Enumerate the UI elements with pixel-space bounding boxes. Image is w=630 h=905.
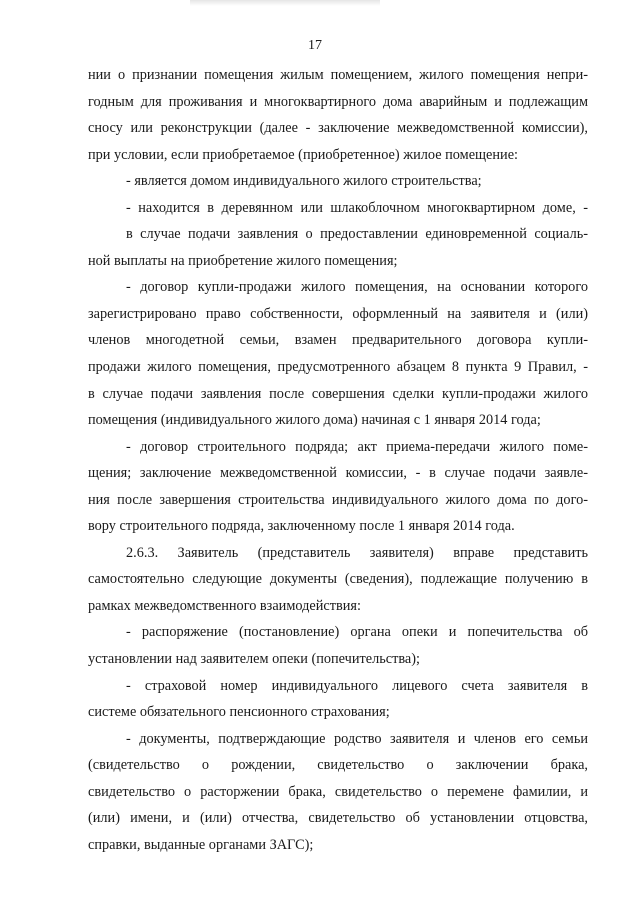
text-line: нии о признании помещения жилым помещением, жилого помещения непри- [88,67,588,83]
text-line: - является домом индивидуального жилого строительства; [126,173,482,190]
scan-artifact [190,0,380,6]
text-line: годным для проживания и многоквартирного дома аварийным и подлежащим [88,93,588,110]
text-line: в случае подачи заявления после совершения сделки купли-продажи жилого [88,385,588,402]
text-line: (свидетельство о рождении, свидетельство о заключении брака, [88,757,588,774]
text-line: - находится в деревянном или шлакоблочном многоквартирном доме, - [126,199,588,216]
text-line: при условии, если приобретаемое (приобретенное) жилое помещение: [88,146,519,163]
text-line: помещения (индивидуального жилого дома) начиная с 1 января 2014 года; [88,412,541,429]
text-line: (или) имени, и (или) отчества, свидетельство об установлении отцовства, [88,810,588,827]
text-line: зарегистрировано право собственности, оформленный на заявителя и (или) [88,305,588,322]
text-line: установлении над заявителем опеки (попечительства); [88,651,420,668]
text-line: - документы, подтверждающие родство заявителя и членов его семьи [126,730,588,747]
text-line: справки, выданные органами ЗАГС); [88,836,314,853]
page-number: 17 [308,38,322,53]
text-line: 2.6.3. Заявитель (представитель заявителя) вправе представить [126,544,588,561]
text-line: в случае подачи заявления о предоставлении единовременной социаль- [126,226,588,243]
text-line: щения; заключение межведомственной комиссии, - в случае подачи заявле- [88,465,588,482]
text-line: вору строительного подряда, заключенному после 1 января 2014 года. [88,518,515,535]
text-line: - договор купли-продажи жилого помещения, на основании которого [126,279,588,296]
text-line: самостоятельно следующие документы (сведения), подлежащие получению в [88,571,588,588]
text-line: продажи жилого помещения, предусмотренного абзацем 8 пункта 9 Правил, - [88,359,588,376]
text-line: членов многодетной семьи, взамен предварительного договора купли- [88,332,588,349]
text-line: сносу или реконструкции (далее - заключение межведомственной комиссии), [88,120,588,137]
text-line: - распоряжение (постановление) органа опеки и попечительства об [126,624,588,641]
text-line: - страховой номер индивидуального лицевого счета заявителя в [126,677,588,694]
text-line: свидетельство о расторжении брака, свидетельство о перемене фамилии, и [88,783,588,800]
text-line: системе обязательного пенсионного страхования; [88,704,390,721]
text-line: - договор строительного подряда; акт приема-передачи жилого поме- [126,438,588,455]
text-line: рамках межведомственного взаимодействия: [88,597,361,614]
document-body [88,62,588,858]
text-line: ной выплаты на приобретение жилого помещения; [88,252,398,269]
text-line: ния после завершения строительства индивидуального жилого дома по дого- [88,491,588,508]
